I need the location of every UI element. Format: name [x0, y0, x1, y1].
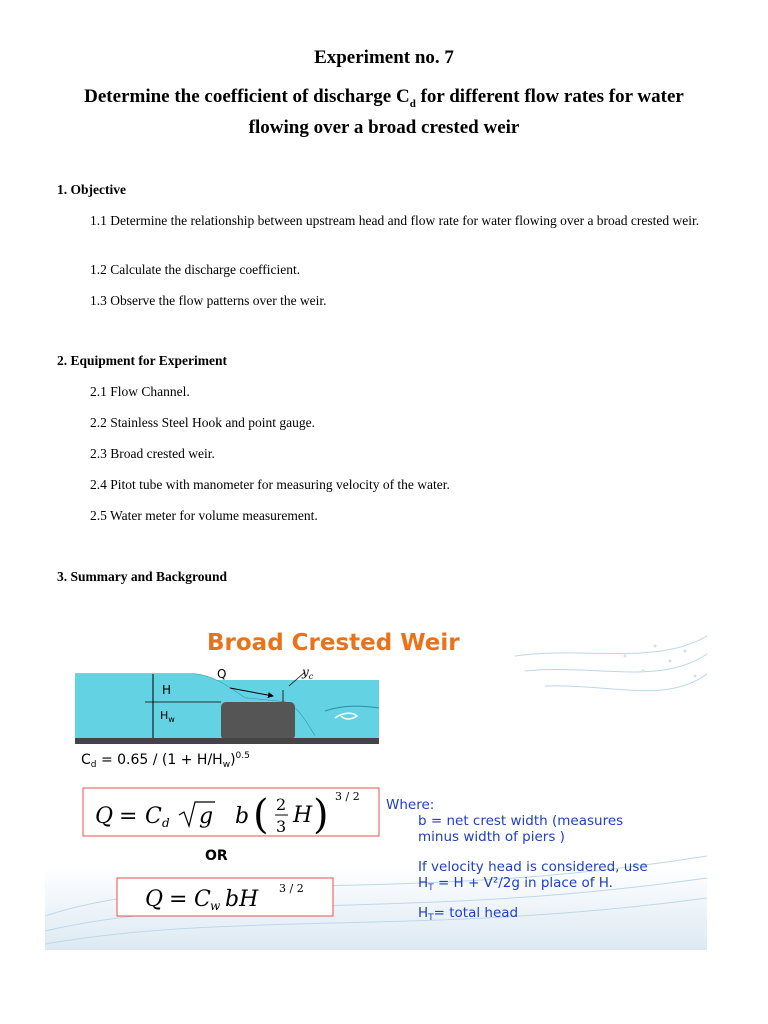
eq1-exponent: 3 / 2: [335, 790, 360, 803]
where-line-5: [418, 905, 518, 923]
where-line-4-sub: T: [428, 883, 434, 893]
cd-formula-exponent: 0.5: [235, 751, 250, 761]
eq1-numerator: 2: [276, 795, 287, 814]
equipment-item-2: 2.2 Stainless Steel Hook and point gauge.: [90, 415, 315, 430]
where-line-4-rest: = H + V²/2g in place of H.: [433, 875, 613, 891]
cd-formula-paren: ): [230, 752, 236, 768]
eq1-g: g: [199, 804, 214, 829]
label-h: H: [162, 683, 172, 697]
where-line-4: [418, 875, 613, 893]
cd-formula-sub-w: w: [222, 760, 231, 770]
equipment-item-3: 2.3 Broad crested weir.: [90, 446, 215, 461]
where-title: Where:: [386, 797, 435, 813]
where-line-3: If velocity head is considered, use: [418, 859, 648, 875]
objective-item-3: 1.3 Observe the flow patterns over the weir.: [90, 293, 327, 308]
cd-formula-c: C: [81, 752, 91, 768]
equipment-item-1: 2.1 Flow Channel.: [90, 384, 190, 399]
eq2-bh: bH: [225, 887, 259, 912]
eq2-exponent: 3 / 2: [279, 882, 304, 895]
eq1-equals: =: [119, 804, 138, 829]
eq1-h: H: [293, 803, 313, 828]
equation-2-box: [117, 878, 333, 916]
eq1-c-sub: d: [162, 816, 170, 830]
where-line-2: minus width of piers ): [418, 829, 565, 845]
or-label: OR: [205, 848, 228, 864]
label-hw-sub: w: [168, 715, 175, 724]
objective-item-2: 1.2 Calculate the discharge coefficient.: [90, 262, 301, 277]
channel-bed: [75, 738, 379, 744]
equation-1-box: [83, 788, 379, 838]
label-yc-main: y: [302, 665, 309, 679]
page-title: Experiment no. 7: [314, 47, 454, 68]
objective-heading: 1. Objective: [57, 182, 126, 197]
eq1-c: C: [145, 804, 162, 829]
subtitle-text-1: Determine the coefficient of discharge C: [84, 86, 410, 107]
eq1-q: Q: [95, 804, 114, 829]
cd-formula-middle: = 0.65 / (1 + H/H: [96, 752, 223, 768]
weir-block: [221, 702, 295, 740]
background-heading: 3. Summary and Background: [57, 569, 228, 584]
label-yc-sub: c: [308, 672, 314, 681]
eq1-right-paren: ): [313, 792, 329, 838]
eq2-c-sub: w: [210, 899, 221, 913]
label-q: Q: [217, 667, 227, 681]
equipment-item-5: 2.5 Water meter for volume measurement.: [90, 508, 318, 523]
weir-figure-svg: [45, 616, 707, 950]
eq1-b: b: [235, 804, 250, 829]
eq1-left-paren: (: [253, 792, 269, 838]
where-line-5-sub: T: [428, 913, 434, 923]
figure-title: Broad Crested Weir: [207, 630, 460, 656]
eq2-equals: =: [169, 887, 188, 912]
experiment-subtitle: [60, 85, 708, 140]
where-line-5-rest: = total head: [433, 905, 519, 921]
where-line-1: b = net crest width (measures: [418, 813, 624, 829]
eq1-denominator: 3: [276, 817, 287, 836]
objective-item-1: 1.1 Determine the relationship between upstream head and flow rate for water flowing over a broad crested weir.: [90, 213, 700, 228]
eq2-q: Q: [145, 887, 164, 912]
weir-channel-diagram: [75, 665, 379, 744]
cd-formula-sub-d: d: [90, 760, 97, 770]
where-line-4-h: H: [418, 875, 429, 891]
eq2-c: C: [194, 887, 211, 912]
equipment-item-4: 2.4 Pitot tube with manometer for measuring velocity of the water.: [90, 477, 450, 492]
label-hw-main: H: [160, 709, 169, 722]
broad-crested-weir-figure: [45, 616, 707, 950]
subtitle-subscript: d: [409, 97, 416, 110]
subtitle-text-2: for different flow rates for water flowing over a broad crested weir: [248, 86, 684, 138]
equipment-heading: 2. Equipment for Experiment: [57, 353, 228, 368]
where-line-5-h: H: [418, 905, 429, 921]
